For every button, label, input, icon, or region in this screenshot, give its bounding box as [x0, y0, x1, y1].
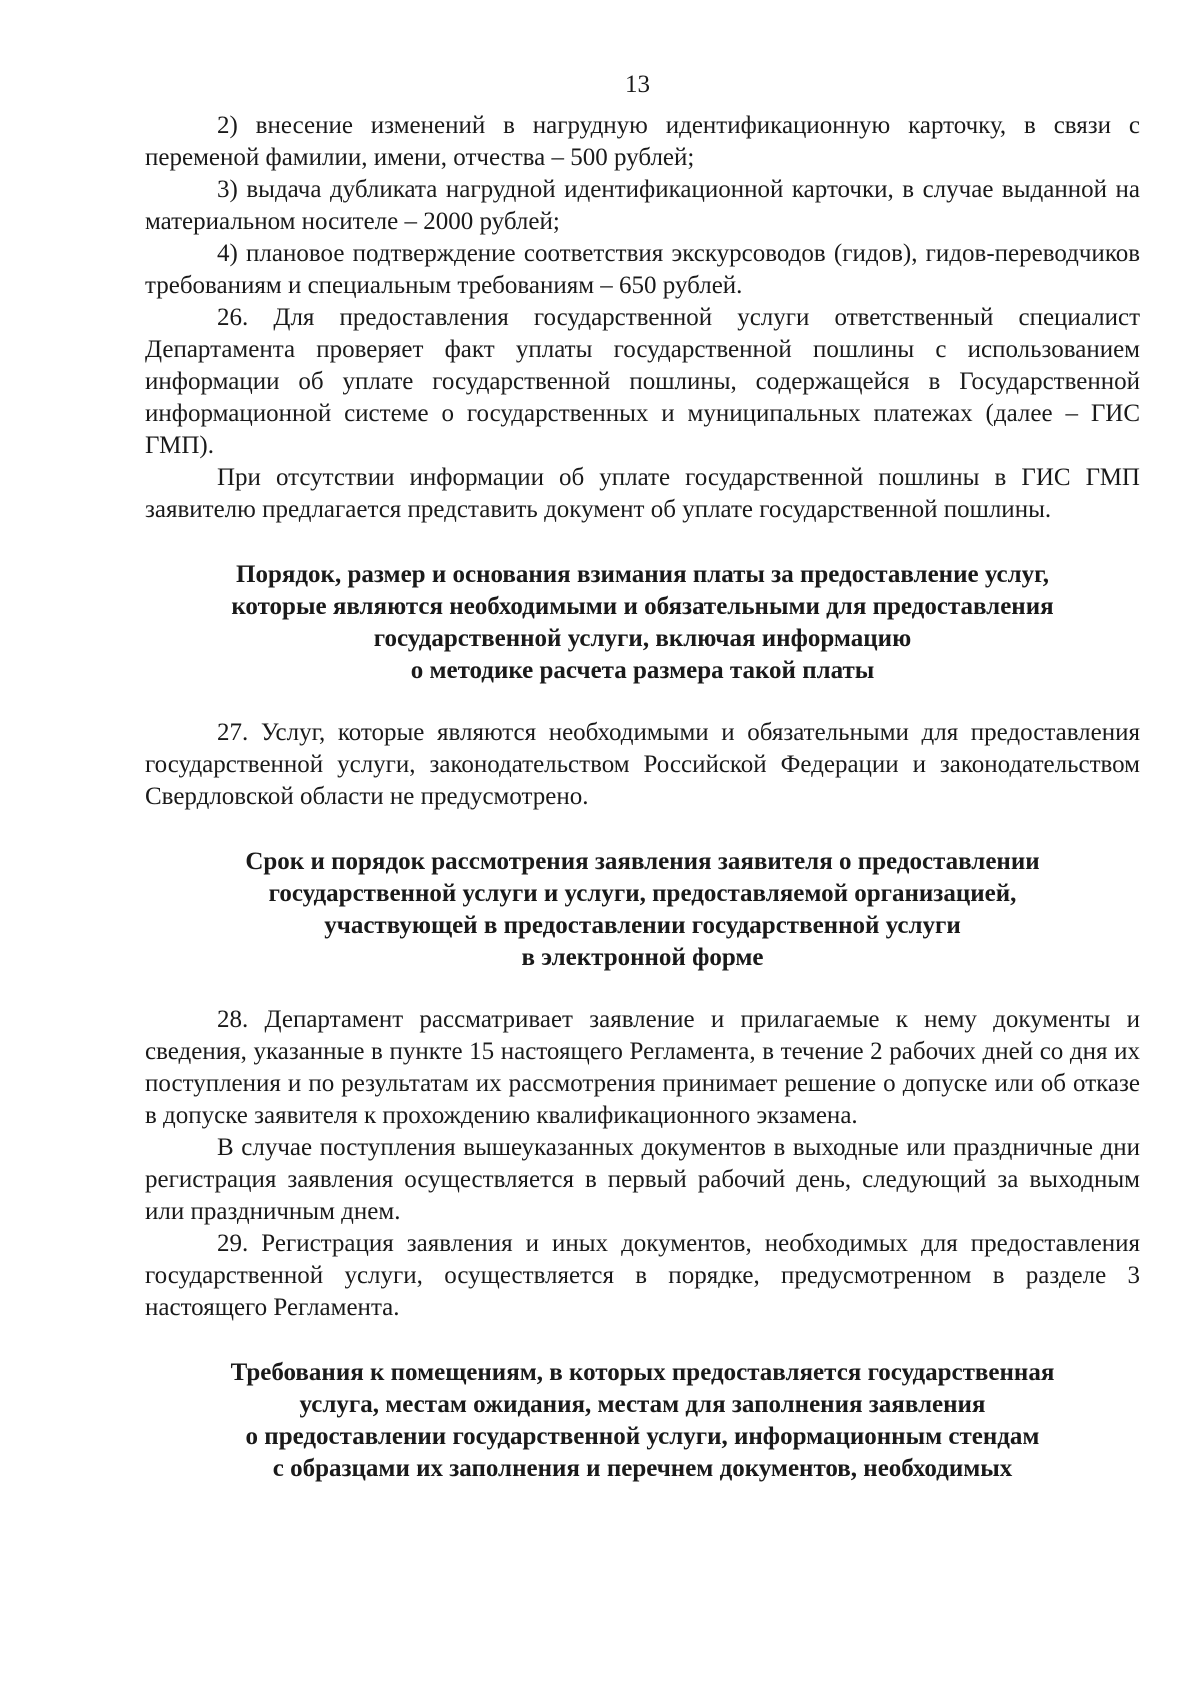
heading-line: Требования к помещениям, в которых предоставляется государственная — [230, 1359, 1055, 1386]
heading-line: государственной услуги, включая информацию — [373, 625, 912, 652]
page-number: 13 — [625, 71, 650, 98]
heading-line: которые являются необходимыми и обязательными для предоставления — [231, 593, 1054, 620]
paragraph-26-continued: При отсутствии информации об уплате государственной пошлины в ГИС ГМП заявителю предлагается представить документ об уплате государственной пошлины. — [145, 464, 1140, 523]
document-body — [145, 110, 1140, 1485]
heading-line: участвующей в предоставлении государственной услуги — [324, 912, 961, 939]
paragraph-28: 28. Департамент рассматривает заявление и прилагаемые к нему документы и сведения, указанные в пункте 15 настоящего Регламента, в течение 2 рабочих дней со дня их поступления и по результатам их рассмотрения принимает решение о допуске или об отказе в допуске заявителя к прохождению квалификационного экзамена. — [145, 1006, 1140, 1129]
heading-line: услуга, местам ожидания, местам для заполнения заявления — [299, 1391, 986, 1418]
heading-line: о методике расчета размера такой платы — [410, 657, 875, 684]
heading-line: в электронной форме — [521, 944, 764, 971]
section-heading-premises — [145, 1357, 1140, 1485]
heading-line: о предоставлении государственной услуги, информационным стендам — [245, 1423, 1040, 1450]
section-heading-review-term — [145, 846, 1140, 974]
heading-line: с образцами их заполнения и перечнем документов, необходимых — [272, 1455, 1013, 1482]
section-heading-fees — [145, 559, 1140, 687]
paragraph-29: 29. Регистрация заявления и иных документов, необходимых для предоставления государственной услуги, осуществляется в порядке, предусмотренном в разделе 3 настоящего Регламента. — [145, 1230, 1140, 1321]
paragraph-27: 27. Услуг, которые являются необходимыми и обязательными для предоставления государственной услуги, законодательством Российской Федерации и законодательством Свердловской области не предусмотрено. — [145, 719, 1140, 810]
heading-line: Срок и порядок рассмотрения заявления заявителя о предоставлении — [245, 848, 1040, 875]
paragraph-fee-item-4: 4) плановое подтверждение соответствия экскурсоводов (гидов), гидов-переводчиков требованиям и специальным требованиям – 650 рублей. — [145, 240, 1140, 299]
paragraph-fee-item-2: 2) внесение изменений в нагрудную идентификационную карточку, в связи с переменой фамилии, имени, отчества – 500 рублей; — [145, 112, 1140, 171]
paragraph-fee-item-3: 3) выдача дубликата нагрудной идентификационной карточки, в случае выданной на материальном носителе – 2000 рублей; — [145, 176, 1140, 235]
paragraph-28-continued: В случае поступления вышеуказанных документов в выходные или праздничные дни регистрация заявления осуществляется в первый рабочий день, следующий за выходным или праздничным днем. — [145, 1134, 1140, 1225]
paragraph-26: 26. Для предоставления государственной услуги ответственный специалист Департамента проверяет факт уплаты государственной пошлины с использованием информации об уплате государственной пошлины, содержащейся в Государственной информационной системе о государственных и муниципальных платежах (далее – ГИС ГМП). — [145, 304, 1140, 459]
heading-line: государственной услуги и услуги, предоставляемой организацией, — [268, 880, 1017, 907]
heading-line: Порядок, размер и основания взимания платы за предоставление услуг, — [236, 561, 1049, 588]
